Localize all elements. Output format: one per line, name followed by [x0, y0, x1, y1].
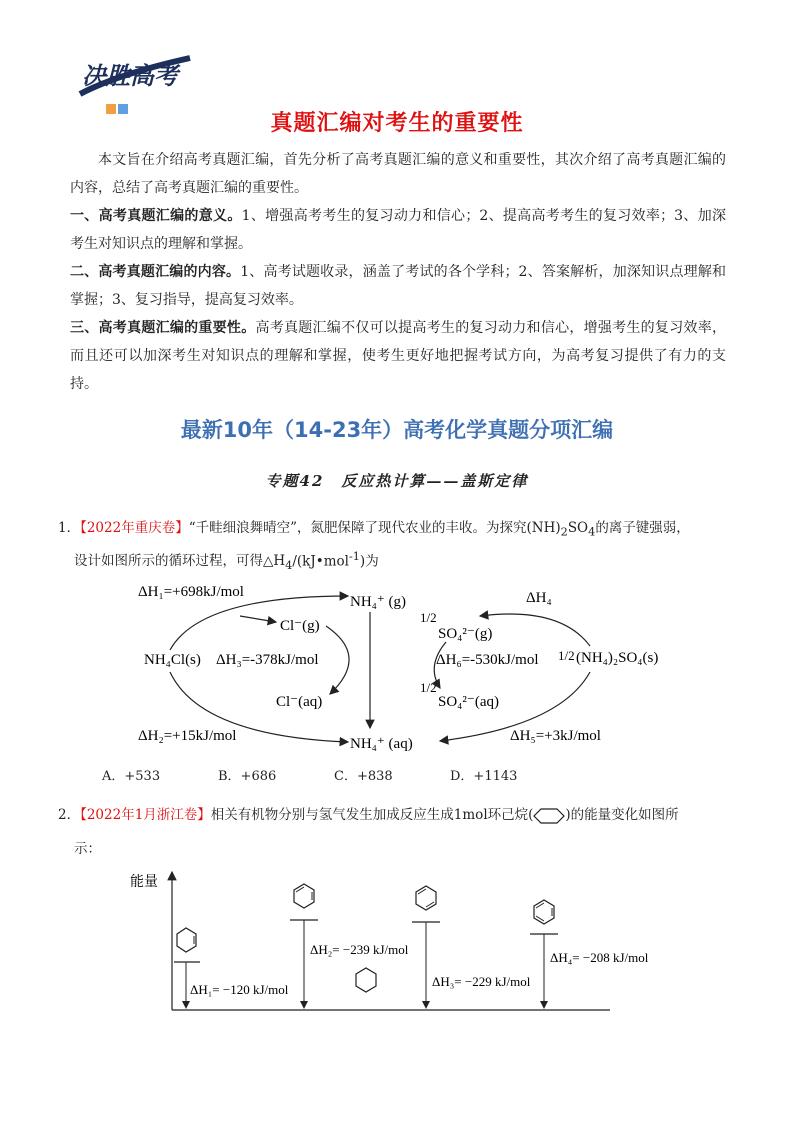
dh5-label: ΔH₅=+3kJ/mol: [510, 728, 601, 744]
question-2-text: [58, 803, 738, 871]
q2-text-a: 相关有机物分别与氢气发生加成反应生成1mol环己烷(: [210, 807, 534, 823]
dh4-value: ΔH₄= −208 kJ/mol: [550, 950, 649, 965]
dh1-label: ΔH₁=+698kJ/mol: [138, 584, 244, 600]
logo-text: 决胜高考: [82, 64, 178, 90]
option-b[interactable]: B．+686: [218, 769, 277, 784]
collection-subtitle: 最新10年（14-23年）高考化学真题分项汇编: [180, 418, 614, 442]
q1-number: 1．: [58, 520, 81, 536]
born-haber-cycle-diagram: [120, 576, 680, 760]
section-1: [70, 202, 726, 258]
nh4-aq-label: NH₄⁺ (aq): [350, 736, 413, 752]
so4-gas-label: SO₄²⁻(g): [438, 626, 493, 642]
q1-source: 【2022年重庆卷】: [80, 520, 189, 536]
section-2-head: 二、高考真题汇编的内容。: [70, 264, 241, 280]
q1-text-4: 的离子键强弱，: [595, 520, 690, 536]
page-title: 真题汇编对考生的重要性: [270, 111, 524, 136]
cyclohexene-icon: [177, 928, 196, 952]
dh4-label: ΔH₄: [526, 590, 552, 606]
so4-aq-label: SO₄²⁻(aq): [438, 694, 499, 710]
benzene-icon: [534, 900, 554, 924]
section-2-body: 1、高考试题收录，涵盖了考试的各个学科；2、答案解析，加深知识点理解和掌握；3、复习指导，提高复习效率。: [70, 264, 727, 308]
option-d[interactable]: D．+1143: [450, 769, 518, 784]
q2-source: 【2022年1月浙江卷】: [80, 807, 211, 823]
dh1-value: ΔH₁= −120 kJ/mol: [190, 982, 289, 997]
q2-text-b: )的能量变化如图所: [565, 807, 679, 823]
cyclohexadiene-icon-2: [416, 886, 436, 910]
dh3-label: ΔH₃=-378kJ/mol: [216, 652, 319, 668]
intro-paragraph: 本文旨在介绍高考真题汇编，首先分析了高考真题汇编的意义和重要性，其次介绍了高考真题汇编的内容，总结了高考真题汇编的重要性。: [70, 152, 726, 196]
dh3-value: ΔH₃= −229 kJ/mol: [432, 974, 531, 989]
half-label-3: 1/2: [420, 680, 437, 695]
section-1-head: 一、高考真题汇编的意义。: [70, 208, 242, 224]
cyclohexane-inline-icon: [533, 808, 565, 824]
option-a[interactable]: A．+533: [102, 769, 161, 784]
q2-number: 2．: [58, 807, 81, 823]
section-2: [70, 258, 726, 314]
q1-line-2: 设计如图所示的循环过程，可得△H: [74, 553, 286, 570]
dh2-value: ΔH₂= −239 kJ/mol: [310, 942, 409, 957]
half-label-2: 1/2: [558, 648, 575, 663]
cyclohexane-icon: [356, 968, 376, 992]
energy-diagram: [120, 868, 680, 1018]
q1-line-2b: /(kJ•mol: [292, 553, 349, 570]
section-3: [70, 314, 726, 398]
q1-line-2c: )为: [359, 553, 379, 570]
option-c[interactable]: C．+838: [334, 769, 393, 784]
question-1-text: 1．【2022年重庆卷】“千畦细浪舞晴空”，氮肥保障了现代农业的丰收。为探究$(NH)_2SO_4$的离子键强弱， 设计如图所示的循环过程，可得$\triangle H_4/(kJ•mol^{-1})$为: [58, 520, 690, 572]
nh4-gas-label: NH₄⁺ (g): [350, 594, 407, 610]
energy-axis-label: 能量: [130, 875, 158, 890]
q1-text-3: SO: [567, 520, 589, 536]
topic-heading: 专题42 反应热计算——盖斯定律: [265, 472, 529, 490]
cl-aq-label: Cl⁻(aq): [276, 694, 323, 710]
section-3-body: 高考真题汇编不仅可以提高考生的复习动力和信心，增强考生的复习效率，而且还可以加深考生对知识点的理解和掌握，使考生更好地把握考试方向，为高考复习提供了有力的支持。: [70, 320, 727, 392]
q1-text-2: ): [555, 520, 561, 536]
q1-text-1: “千畦细浪舞晴空”，氮肥保障了现代农业的丰收。为探究(NH: [188, 520, 556, 536]
cl-gas-label: Cl⁻(g): [280, 618, 320, 634]
section-3-head: 三、高考真题汇编的重要性。: [70, 320, 256, 336]
dh2-label: ΔH₂=+15kJ/mol: [138, 728, 237, 744]
nh4cl-label: NH₄Cl(s): [144, 652, 201, 668]
cyclohexadiene-icon: [294, 884, 314, 908]
salt-label: (NH₄)₂SO₄(s): [576, 650, 659, 666]
half-label-1: 1/2: [420, 610, 437, 625]
q1-options: [102, 765, 702, 784]
section-1-body: 1、增强高考考生的复习动力和信心；2、提高高考考生的复习效率；3、加深考生对知识点的理解和掌握。: [70, 208, 726, 252]
q2-line-2: 示：: [74, 841, 101, 857]
dh6-label: ΔH₆=-530kJ/mol: [436, 652, 539, 668]
